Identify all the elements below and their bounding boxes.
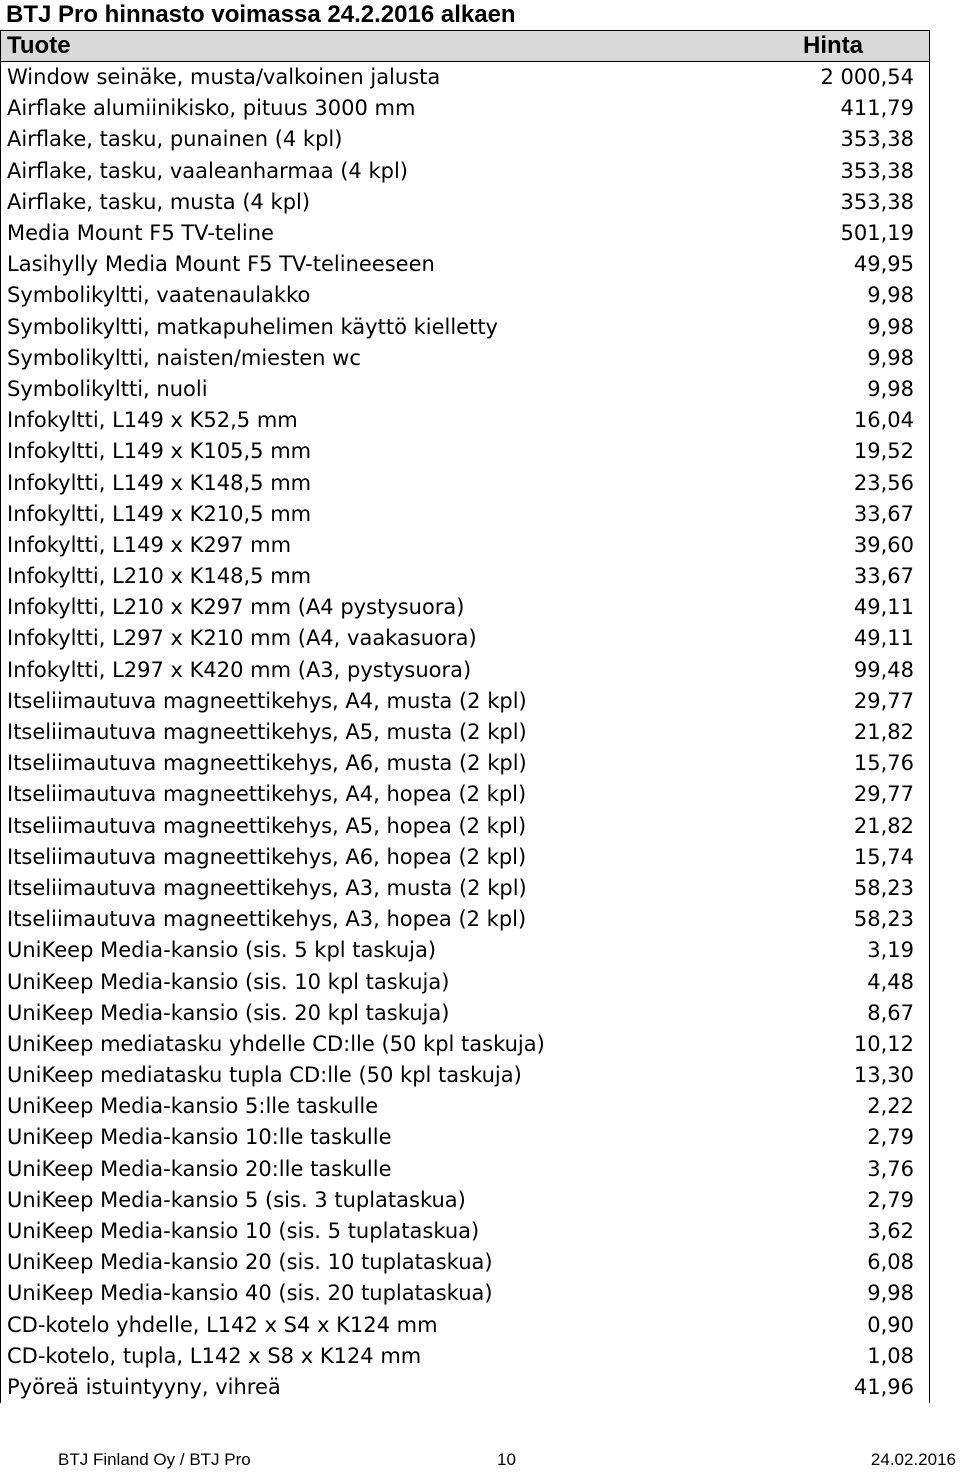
table-row [1, 717, 930, 748]
product-price: 4,48 [701, 966, 930, 997]
product-price: 33,67 [701, 499, 930, 530]
product-price: 2,22 [701, 1091, 930, 1122]
product-name: Window seinäke, musta/valkoinen jalusta [1, 62, 701, 94]
product-price: 13,30 [701, 1060, 930, 1091]
product-name: Infokyltti, L149 x K210,5 mm [1, 499, 701, 530]
product-name: UniKeep mediatasku tupla CD:lle (50 kpl taskuja) [1, 1060, 701, 1091]
table-row [1, 1154, 930, 1185]
table-row [1, 1278, 930, 1309]
footer-page-number: 10 [497, 1450, 516, 1469]
product-price: 29,77 [701, 779, 930, 810]
product-price: 2,79 [701, 1122, 930, 1153]
product-name: UniKeep Media-kansio 40 (sis. 20 tuplataskua) [1, 1278, 701, 1309]
product-name: Airflake, tasku, vaaleanharmaa (4 kpl) [1, 156, 701, 187]
table-row [1, 1372, 930, 1403]
product-name: Infokyltti, L297 x K420 mm (A3, pystysuora) [1, 655, 701, 686]
table-row [1, 343, 930, 374]
product-name: UniKeep Media-kansio (sis. 5 kpl taskuja) [1, 935, 701, 966]
product-name: Infokyltti, L149 x K52,5 mm [1, 405, 701, 436]
table-row [1, 156, 930, 187]
table-row [1, 530, 930, 561]
product-name: UniKeep Media-kansio 10:lle taskulle [1, 1122, 701, 1153]
product-price: 58,23 [701, 873, 930, 904]
product-price: 9,98 [701, 312, 930, 343]
table-row [1, 1122, 930, 1153]
product-price: 49,11 [701, 623, 930, 654]
table-row [1, 218, 930, 249]
product-price: 353,38 [701, 156, 930, 187]
table-row [1, 93, 930, 124]
page-title: BTJ Pro hinnasto voimassa 24.2.2016 alkaen [6, 1, 516, 28]
product-name: Infokyltti, L210 x K148,5 mm [1, 561, 701, 592]
product-price: 411,79 [701, 93, 930, 124]
product-price: 39,60 [701, 530, 930, 561]
product-name: Airflake alumiinikisko, pituus 3000 mm [1, 93, 701, 124]
product-price: 10,12 [701, 1029, 930, 1060]
table-row [1, 1091, 930, 1122]
table-row [1, 280, 930, 311]
table-row [1, 873, 930, 904]
table-row [1, 1216, 930, 1247]
product-name: Airflake, tasku, punainen (4 kpl) [1, 124, 701, 155]
product-name: UniKeep Media-kansio 10 (sis. 5 tuplataskua) [1, 1216, 701, 1247]
footer-company: BTJ Finland Oy / BTJ Pro [58, 1450, 251, 1469]
product-price: 58,23 [701, 904, 930, 935]
table-row [1, 1060, 930, 1091]
product-price: 2,79 [701, 1185, 930, 1216]
table-row [1, 811, 930, 842]
product-price: 9,98 [701, 1278, 930, 1309]
product-price: 21,82 [701, 811, 930, 842]
product-price: 2 000,54 [701, 62, 930, 94]
table-row [1, 904, 930, 935]
product-name: Infokyltti, L297 x K210 mm (A4, vaakasuora) [1, 623, 701, 654]
product-name: Media Mount F5 TV-teline [1, 218, 701, 249]
product-name: Itseliimautuva magneettikehys, A5, musta (2 kpl) [1, 717, 701, 748]
product-name: Itseliimautuva magneettikehys, A6, hopea (2 kpl) [1, 842, 701, 873]
table-row [1, 1247, 930, 1278]
product-price: 353,38 [701, 124, 930, 155]
product-name: UniKeep mediatasku yhdelle CD:lle (50 kpl taskuja) [1, 1029, 701, 1060]
product-price: 501,19 [701, 218, 930, 249]
product-name: Airflake, tasku, musta (4 kpl) [1, 187, 701, 218]
product-name: Infokyltti, L210 x K297 mm (A4 pystysuora) [1, 592, 701, 623]
table-row [1, 467, 930, 498]
table-row [1, 748, 930, 779]
product-price: 21,82 [701, 717, 930, 748]
product-price: 49,95 [701, 249, 930, 280]
product-price: 29,77 [701, 686, 930, 717]
product-price: 3,19 [701, 935, 930, 966]
product-name: Itseliimautuva magneettikehys, A6, musta (2 kpl) [1, 748, 701, 779]
product-name: CD-kotelo yhdelle, L142 x S4 x K124 mm [1, 1310, 701, 1341]
product-name: UniKeep Media-kansio (sis. 10 kpl taskuja) [1, 966, 701, 997]
product-price: 3,76 [701, 1154, 930, 1185]
product-name: UniKeep Media-kansio 5:lle taskulle [1, 1091, 701, 1122]
product-name: Itseliimautuva magneettikehys, A4, musta (2 kpl) [1, 686, 701, 717]
product-name: CD-kotelo, tupla, L142 x S8 x K124 mm [1, 1341, 701, 1372]
table-row [1, 935, 930, 966]
table-row [1, 1341, 930, 1372]
table-row [1, 592, 930, 623]
table-header-row [1, 31, 930, 62]
product-name: UniKeep Media-kansio 20:lle taskulle [1, 1154, 701, 1185]
product-price: 353,38 [701, 187, 930, 218]
table-row [1, 842, 930, 873]
product-price: 3,62 [701, 1216, 930, 1247]
table-row [1, 655, 930, 686]
product-name: Lasihylly Media Mount F5 TV-telineeseen [1, 249, 701, 280]
product-price: 1,08 [701, 1341, 930, 1372]
table-row [1, 561, 930, 592]
product-price: 15,76 [701, 748, 930, 779]
product-name: UniKeep Media-kansio 20 (sis. 10 tuplataskua) [1, 1247, 701, 1278]
product-name: Infokyltti, L149 x K105,5 mm [1, 436, 701, 467]
product-price: 49,11 [701, 592, 930, 623]
product-name: Symbolikyltti, nuoli [1, 374, 701, 405]
product-price: 99,48 [701, 655, 930, 686]
product-name: Symbolikyltti, matkapuhelimen käyttö kielletty [1, 312, 701, 343]
table-row [1, 436, 930, 467]
table-row [1, 405, 930, 436]
product-price: 15,74 [701, 842, 930, 873]
table-row [1, 499, 930, 530]
product-name: UniKeep Media-kansio (sis. 20 kpl taskuja) [1, 998, 701, 1029]
product-name: Infokyltti, L149 x K297 mm [1, 530, 701, 561]
product-price: 9,98 [701, 343, 930, 374]
product-name: Infokyltti, L149 x K148,5 mm [1, 467, 701, 498]
table-row [1, 998, 930, 1029]
product-name: Itseliimautuva magneettikehys, A4, hopea (2 kpl) [1, 779, 701, 810]
product-name: Itseliimautuva magneettikehys, A3, hopea (2 kpl) [1, 904, 701, 935]
product-price: 6,08 [701, 1247, 930, 1278]
product-price: 33,67 [701, 561, 930, 592]
product-price: 9,98 [701, 280, 930, 311]
product-name: Symbolikyltti, naisten/miesten wc [1, 343, 701, 374]
table-row [1, 966, 930, 997]
table-row [1, 1310, 930, 1341]
header-product: Tuote [1, 31, 701, 62]
footer-date: 24.02.2016 [870, 1450, 956, 1469]
table-row [1, 62, 930, 94]
product-name: Pyöreä istuintyyny, vihreä [1, 1372, 701, 1403]
price-rows [1, 62, 930, 1404]
product-name: Itseliimautuva magneettikehys, A5, hopea (2 kpl) [1, 811, 701, 842]
product-price: 41,96 [701, 1372, 930, 1403]
table-row [1, 312, 930, 343]
table-row [1, 686, 930, 717]
table-row [1, 1185, 930, 1216]
product-price: 23,56 [701, 467, 930, 498]
product-price: 0,90 [701, 1310, 930, 1341]
product-name: Itseliimautuva magneettikehys, A3, musta (2 kpl) [1, 873, 701, 904]
product-price: 9,98 [701, 374, 930, 405]
product-price: 19,52 [701, 436, 930, 467]
product-name: Symbolikyltti, vaatenaulakko [1, 280, 701, 311]
table-row [1, 124, 930, 155]
product-price: 16,04 [701, 405, 930, 436]
table-row [1, 249, 930, 280]
page-footer [0, 1448, 960, 1472]
table-row [1, 1029, 930, 1060]
product-price: 8,67 [701, 998, 930, 1029]
header-price: Hinta [701, 31, 930, 62]
table-row [1, 623, 930, 654]
product-name: UniKeep Media-kansio 5 (sis. 3 tuplataskua) [1, 1185, 701, 1216]
table-row [1, 187, 930, 218]
table-row [1, 779, 930, 810]
price-table [0, 30, 930, 1403]
table-row [1, 374, 930, 405]
